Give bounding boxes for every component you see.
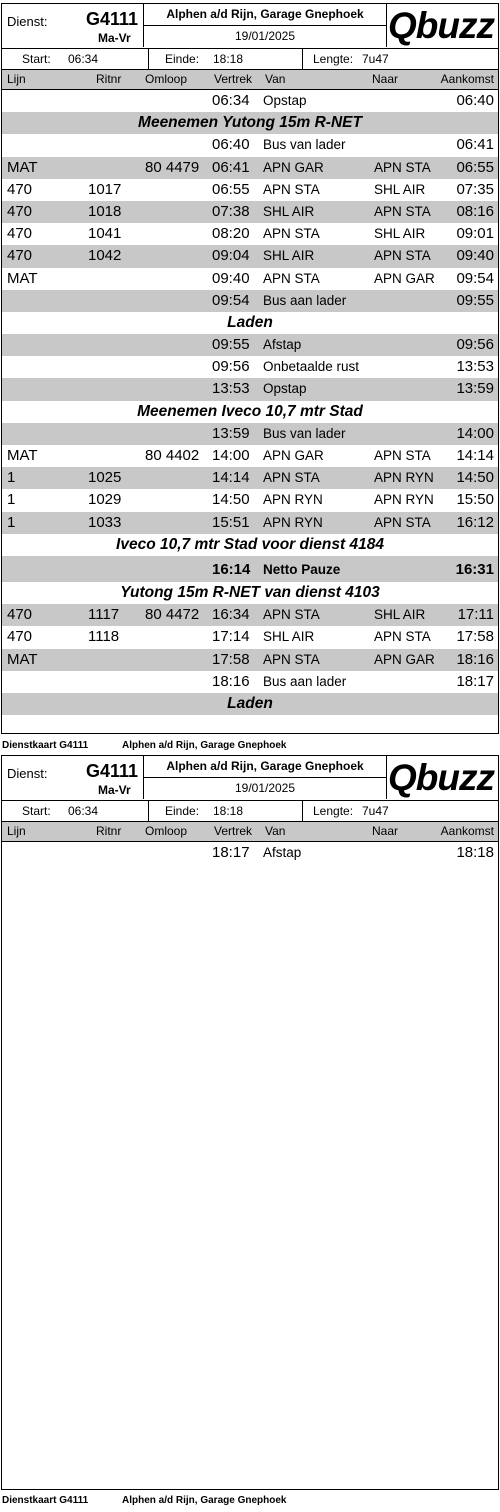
cell-ritnr: 1042 [88,247,122,265]
cell-lijn: 470 [7,225,33,243]
cell-aankomst: 18:18 [456,844,494,861]
cell-van: SHL AIR [263,203,315,219]
col-vertrek: Vertrek [214,72,253,86]
cell-van: Afstap [263,845,302,860]
start-label: Start: [22,52,51,66]
trip-row [2,201,498,223]
section-title: Laden [227,313,273,331]
dienst-code: G4111 [86,761,139,781]
cell-ritnr: 1117 [88,606,120,624]
col-naar: Naar [372,72,399,86]
section-title: Meenemen Yutong 15m R-NET [138,114,362,132]
col-lijn: Lijn [7,72,26,86]
trip-row [2,179,498,201]
cell-omloop: 80 4402 [145,447,200,464]
cell-aankomst: 06:41 [456,136,494,154]
cell-vertrek: 09:04 [212,247,250,265]
cell-van: APN RYN [263,492,323,508]
qbuzz-logo: Qbuzz [388,5,494,46]
schedule-rows [2,842,498,864]
trip-row [2,489,498,511]
cell-naar: SHL AIR [374,607,426,623]
cell-ritnr: 1041 [88,225,122,243]
col-aankomst: Aankomst [440,824,494,838]
qbuzz-logo: Qbuzz [388,757,494,798]
cell-vertrek: 14:14 [212,469,250,487]
trip-row [2,223,498,245]
section-title-row [2,534,498,556]
cell-van: Bus van lader [263,137,346,153]
cell-van: APN STA [263,270,320,286]
cell-ritnr: 1017 [88,180,122,198]
cell-aankomst: 06:40 [456,92,494,109]
cell-van: Bus aan lader [263,673,347,689]
cell-aankomst: 14:50 [456,469,494,487]
col-ritnr: Ritnr [96,72,122,86]
cell-vertrek: 17:58 [212,650,250,668]
dienst-label: Dienst: [7,766,48,781]
cell-van: APN GAR [263,448,324,463]
cell-naar: SHL AIR [374,226,426,242]
cell-vertrek: 06:34 [212,92,250,109]
dienst-code: G4111 [86,9,139,29]
cell-van: APN RYN [263,514,323,530]
cell-naar: APN STA [374,159,431,175]
cell-aankomst: 13:53 [456,358,494,376]
cell-ritnr: 1025 [88,469,122,487]
einde-label: Einde: [165,52,200,66]
times-bar [2,801,498,822]
cell-lijn: MAT [7,650,38,668]
section-title-row [2,312,498,334]
cell-van: Opstap [263,93,307,108]
cell-naar: SHL AIR [374,181,426,197]
section-title: Iveco 10,7 mtr Stad voor dienst 4184 [116,535,384,553]
days-label: Ma-Vr [98,783,131,797]
footer-garage: Alphen a/d Rijn, Garage Gnephoek [122,1495,287,1506]
start-value: 06:34 [68,52,99,66]
section-title-row [2,693,498,715]
cell-ritnr: 1029 [88,491,122,509]
cell-aankomst: 07:35 [456,180,494,198]
lengte-value: 7u47 [362,804,389,818]
cell-van: Afstap [263,337,302,353]
einde-label: Einde: [165,804,200,818]
cell-vertrek: 07:38 [212,202,250,220]
cell-aankomst: 09:01 [456,225,494,243]
cell-aankomst: 13:59 [456,380,494,398]
cell-naar: APN STA [374,514,431,530]
cell-aankomst: 16:31 [455,560,494,578]
einde-value: 18:18 [213,52,244,66]
col-van: Van [265,72,286,86]
trip-row [2,157,498,179]
cell-lijn: 470 [7,628,33,646]
dienstkaart-page-2 [1,755,499,1490]
cell-ritnr: 1018 [88,202,122,220]
cell-van: APN STA [263,607,320,623]
pause-row [2,556,498,582]
lengte-label: Lengte: [313,804,354,818]
cell-lijn: MAT [7,158,38,176]
einde-value: 18:18 [213,804,244,818]
cell-vertrek: 06:41 [212,158,250,176]
trip-row [2,356,498,378]
cell-lijn: 470 [7,202,33,220]
cell-aankomst: 17:11 [457,606,494,624]
cell-vertrek: 09:54 [212,291,250,309]
col-omloop: Omloop [145,72,188,86]
cell-aankomst: 09:56 [456,336,494,354]
trip-row [2,290,498,312]
cell-naar: APN RYN [374,470,434,486]
cell-lijn: 470 [7,606,33,624]
times-bar [2,49,498,70]
cell-lijn: 470 [7,247,33,265]
card-header [2,4,498,49]
column-header [2,70,498,90]
cell-vertrek: 14:00 [212,447,250,464]
trip-row [2,512,498,534]
trip-row [2,467,498,489]
col-omloop: Omloop [145,824,188,838]
card-header [2,756,498,801]
footer-label: Dienstkaart G4111 [2,740,89,751]
cell-vertrek: 17:14 [212,628,250,646]
cell-aankomst: 06:55 [456,158,494,176]
cell-van: Onbetaalde rust [263,359,360,375]
trip-row [2,268,498,290]
cell-vertrek: 18:16 [212,672,250,690]
section-title: Meenemen Iveco 10,7 mtr Stad [137,402,363,420]
cell-aankomst: 09:40 [456,247,494,265]
cell-lijn: 1 [7,491,16,509]
section-title: Laden [227,694,273,712]
cell-vertrek: 14:50 [212,491,250,509]
cell-vertrek: 13:53 [212,380,250,398]
cell-lijn: 470 [7,180,33,198]
start-label: Start: [22,804,51,818]
cell-omloop: 80 4472 [145,606,200,624]
trip-row [2,626,498,648]
cell-van: Bus van lader [263,425,346,441]
garage-box [143,756,387,799]
trip-row [2,445,498,467]
cell-vertrek: 06:40 [212,136,250,154]
trip-row [2,245,498,267]
trip-row [2,90,498,112]
cell-van: APN STA [263,181,320,197]
trip-row [2,134,498,156]
trip-row [2,671,498,693]
cell-omloop: 80 4479 [145,158,200,176]
start-value: 06:34 [68,804,99,818]
section-title-row [2,401,498,423]
section-title-row [2,582,498,604]
garage-box [143,4,387,47]
cell-naar: APN GAR [374,651,435,667]
cell-aankomst: 15:50 [456,491,494,509]
cell-aankomst: 14:00 [456,424,494,442]
footer-garage: Alphen a/d Rijn, Garage Gnephoek [122,740,287,751]
cell-vertrek: 15:51 [212,513,250,531]
cell-lijn: 1 [7,469,16,487]
cell-van: APN STA [263,226,320,242]
cell-vertrek: 16:14 [212,560,251,578]
cell-vertrek: 09:40 [212,269,250,287]
cell-aankomst: 09:54 [456,269,494,287]
cell-naar: APN STA [374,248,431,264]
section-title-row [2,112,498,134]
schedule-rows [2,90,498,715]
cell-lijn: MAT [7,269,38,287]
service-date: 19/01/2025 [234,29,296,43]
lengte-label: Lengte: [313,52,354,66]
trip-row [2,842,498,864]
col-vertrek: Vertrek [214,824,253,838]
cell-vertrek: 18:17 [212,844,250,861]
cell-aankomst: 18:16 [456,650,494,668]
col-van: Van [265,824,286,838]
cell-vertrek: 06:55 [212,180,250,198]
trip-row [2,334,498,356]
cell-van: SHL AIR [263,629,315,645]
cell-van: Opstap [263,381,307,397]
cell-aankomst: 17:58 [456,628,494,646]
cell-vertrek: 08:20 [212,225,250,243]
cell-van: APN STA [263,470,320,486]
cell-vertrek: 09:55 [212,336,250,354]
cell-ritnr: 1033 [88,513,122,531]
cell-naar: APN RYN [374,492,434,508]
col-lijn: Lijn [7,824,26,838]
cell-van: Netto Pauze [263,561,341,577]
trip-row [2,423,498,445]
cell-van: Bus aan lader [263,292,347,308]
cell-aankomst: 09:55 [456,291,494,309]
cell-aankomst: 16:12 [456,513,494,531]
col-ritnr: Ritnr [96,824,122,838]
cell-lijn: MAT [7,447,38,464]
column-header [2,822,498,842]
trip-row [2,649,498,671]
cell-aankomst: 18:17 [456,672,494,690]
section-title: Yutong 15m R-NET van dienst 4103 [120,583,380,601]
cell-van: APN GAR [263,159,324,175]
cell-naar: APN STA [374,448,431,463]
trip-row [2,378,498,400]
footer-label: Dienstkaart G4111 [2,1495,89,1506]
cell-naar: APN STA [374,203,431,219]
dienst-label: Dienst: [7,14,48,29]
col-aankomst: Aankomst [440,72,494,86]
cell-vertrek: 09:56 [212,358,250,376]
cell-vertrek: 16:34 [212,606,250,624]
garage-name: Alphen a/d Rijn, Garage Gnephoek [144,756,386,778]
cell-aankomst: 14:14 [456,447,494,464]
days-label: Ma-Vr [98,31,131,45]
trip-row [2,604,498,626]
service-date: 19/01/2025 [234,781,296,795]
cell-van: SHL AIR [263,248,315,264]
cell-lijn: 1 [7,513,16,531]
cell-aankomst: 08:16 [456,202,494,220]
lengte-value: 7u47 [362,52,389,66]
garage-name: Alphen a/d Rijn, Garage Gnephoek [144,4,386,26]
cell-ritnr: 1118 [88,628,120,646]
cell-naar: APN GAR [374,270,435,286]
cell-naar: APN STA [374,629,431,645]
cell-vertrek: 13:59 [212,424,250,442]
cell-van: APN STA [263,651,320,667]
dienstkaart-page-1 [1,3,499,734]
col-naar: Naar [372,824,399,838]
